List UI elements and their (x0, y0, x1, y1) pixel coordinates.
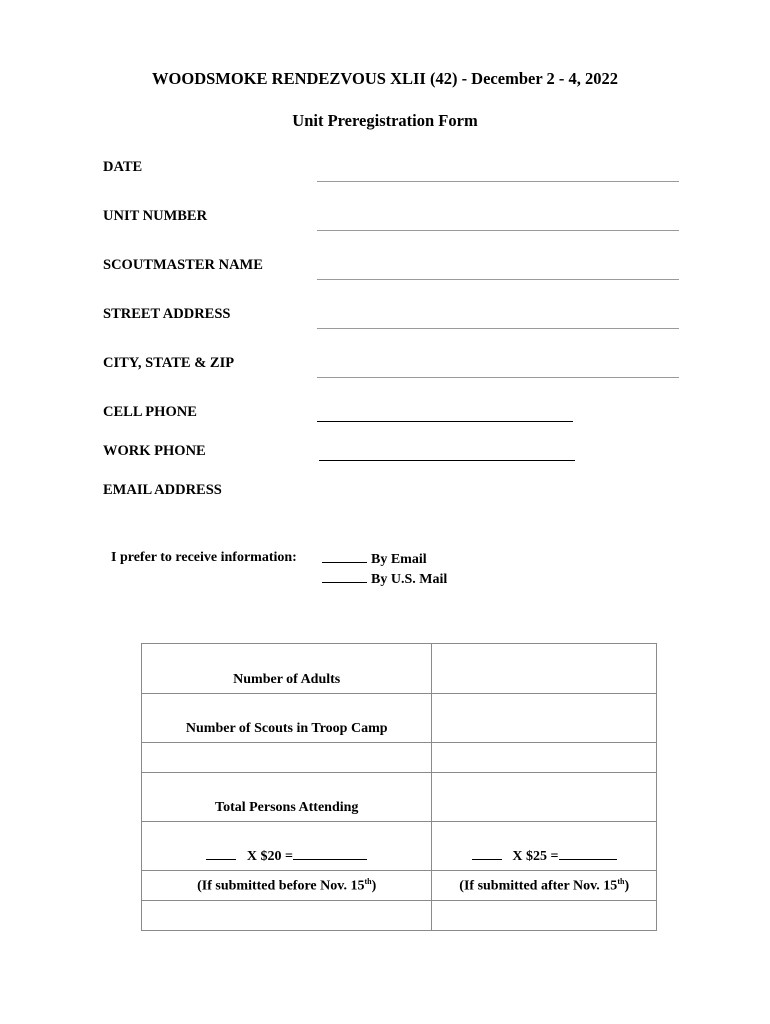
empty-cell (432, 901, 657, 931)
form-title: WOODSMOKE RENDEZVOUS XLII (42) - December 2 - 4, 2022 (152, 69, 618, 88)
ordinal-suffix: th (364, 877, 372, 887)
late-count-blank[interactable] (472, 847, 502, 860)
street-address-label: STREET ADDRESS (103, 306, 231, 322)
close-paren: ) (624, 879, 630, 894)
adults-count-cell[interactable] (432, 644, 657, 694)
preference-label: I prefer to receive information: (111, 550, 297, 565)
scoutmaster-name-field[interactable] (317, 279, 679, 280)
early-note-text: (If submitted before Nov. 15 (197, 879, 365, 894)
table-row (142, 694, 657, 743)
scouts-label: Number of Scouts in Troop Camp (142, 694, 432, 743)
table-row (142, 644, 657, 694)
late-total-blank[interactable] (559, 847, 617, 860)
email-option[interactable] (322, 550, 427, 568)
work-phone-label: WORK PHONE (103, 443, 206, 459)
table-row (142, 773, 657, 822)
adults-label: Number of Adults (142, 644, 432, 694)
early-note (142, 871, 432, 901)
scouts-count-cell[interactable] (432, 694, 657, 743)
late-note-text: (If submitted after Nov. 15 (459, 879, 618, 894)
date-label: DATE (103, 159, 143, 175)
form-subtitle: Unit Preregistration Form (292, 111, 478, 130)
early-total-blank[interactable] (293, 847, 367, 860)
email-option-blank[interactable] (322, 550, 367, 563)
empty-cell (142, 743, 432, 773)
total-label: Total Persons Attending (142, 773, 432, 822)
date-field[interactable] (317, 181, 679, 182)
table-row (142, 871, 657, 901)
late-rate-label: X $25 = (512, 849, 559, 864)
empty-cell (432, 743, 657, 773)
unit-number-field[interactable] (317, 230, 679, 231)
early-count-blank[interactable] (206, 847, 236, 860)
early-rate-cell[interactable] (142, 822, 432, 871)
work-phone-field[interactable] (319, 460, 575, 461)
email-address-label: EMAIL ADDRESS (103, 482, 222, 498)
late-rate-cell[interactable] (432, 822, 657, 871)
cell-phone-label: CELL PHONE (103, 404, 197, 420)
mail-option[interactable] (322, 570, 447, 588)
total-count-cell[interactable] (432, 773, 657, 822)
table-row (142, 901, 657, 931)
city-state-zip-label: CITY, STATE & ZIP (103, 355, 235, 371)
unit-number-label: UNIT NUMBER (103, 208, 208, 224)
scoutmaster-name-label: SCOUTMASTER NAME (103, 257, 263, 273)
mail-option-blank[interactable] (322, 570, 367, 583)
early-rate-label: X $20 = (246, 849, 293, 864)
mail-option-label: By U.S. Mail (371, 572, 448, 587)
late-note (432, 871, 657, 901)
close-paren: ) (371, 879, 377, 894)
street-address-field[interactable] (317, 328, 679, 329)
cell-phone-field[interactable] (317, 421, 573, 422)
city-state-zip-field[interactable] (317, 377, 679, 378)
fees-table (141, 643, 657, 931)
ordinal-suffix: th (617, 877, 625, 887)
table-row (142, 743, 657, 773)
empty-cell (142, 901, 432, 931)
table-row (142, 822, 657, 871)
email-option-label: By Email (371, 552, 427, 567)
